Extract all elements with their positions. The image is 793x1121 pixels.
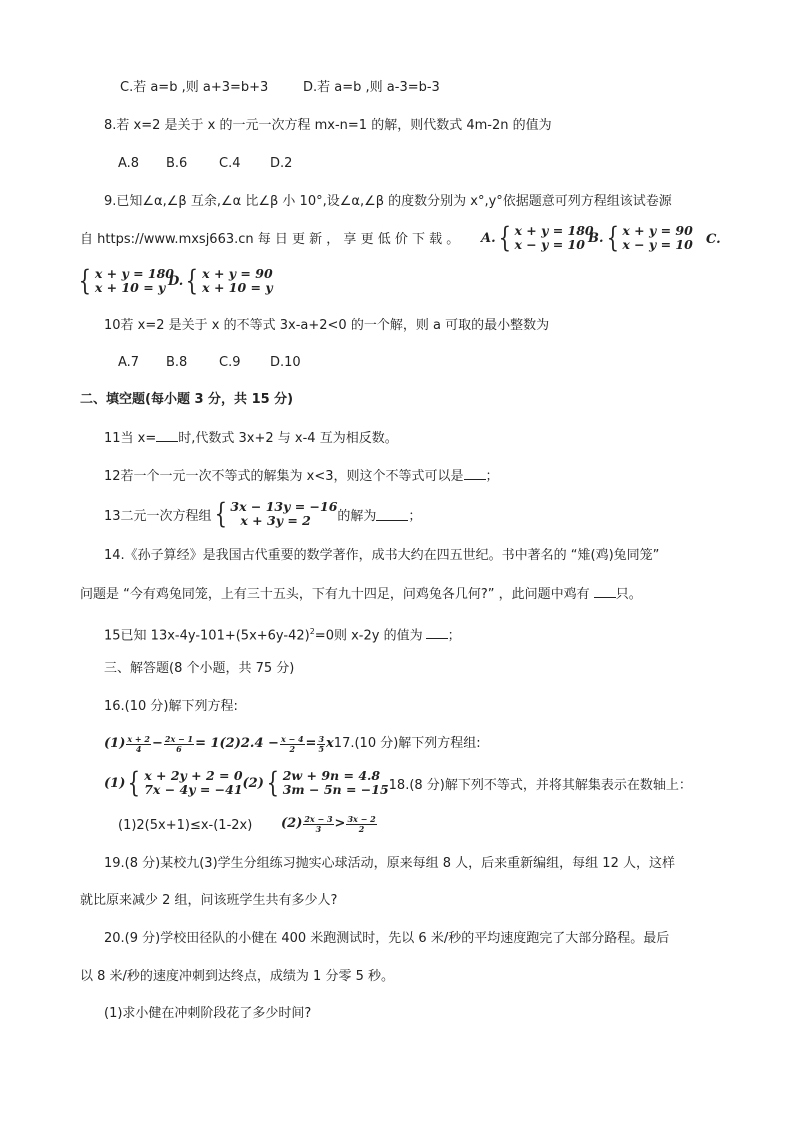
q16-eq2-pre: 2.4 − — [240, 736, 279, 751]
q20-line2: 以 8 米/秒的速度冲刺到达终点，成绩为 1 分零 5 秒。 — [80, 969, 394, 984]
q11-post: 时,代数式 3x+2 与 x-4 互为相反数。 — [178, 431, 398, 446]
q16-eq1-label: (1) — [104, 736, 126, 751]
q13-eq2: x + 3y = 2 — [240, 513, 311, 528]
q15 — [104, 623, 461, 645]
q16-eq2-x: x — [326, 736, 334, 751]
q8-option-d: D.2 — [270, 156, 293, 171]
q18-part2-gt: > — [334, 816, 346, 831]
q13 — [104, 497, 422, 530]
q9-stem-line1: 9.已知∠α,∠β 互余,∠α 比∠β 小 10°,设∠α,∠β 的度数分别为 x°,y°依据题意可列方程组该试卷源 — [104, 194, 672, 209]
q7-option-d: D.若 a=b ,则 a-3=b-3 — [303, 80, 440, 95]
q11-pre: 11当 x= — [104, 431, 157, 446]
q16-eq2-den: 2 — [289, 743, 296, 754]
q9-option-b — [588, 221, 693, 254]
q9-stem-line2: 自 https://www.mxsj663.cn 每 日 更 新 ， 享 更 低 价 下 载 。 — [80, 232, 460, 247]
q17-sys2-eq1: 2w + 9n = 4.8 — [282, 768, 381, 783]
q9-option-c-label: C. — [706, 232, 721, 247]
q10-option-a: A.7 — [118, 355, 140, 370]
q16-eq1-rhs: = 1 — [195, 736, 220, 751]
q13-mid: 的解为 — [337, 508, 377, 524]
q16-eq2-frac-den: 5 — [318, 743, 325, 754]
q10-stem: 10若 x=2 是关于 x 的不等式 3x-a+2<0 的一个解，则 a 可取的最小整数为 — [104, 318, 550, 333]
q16-eq1-num2: 2x − 1 — [164, 733, 194, 744]
q17-label-2: (2) — [242, 775, 264, 791]
q18-part2-num1: 2x − 3 — [304, 813, 333, 824]
left-brace-icon: { — [214, 497, 227, 530]
q17-stem: 17.(10 分)解下列方程组: — [333, 736, 481, 751]
q9-c-eq2: x + 10 = y — [94, 280, 166, 295]
q15-answer-blank — [426, 626, 448, 639]
q15-post: ； — [447, 628, 461, 644]
q9-option-b-label: B. — [588, 230, 604, 246]
q15-superscript: 2 — [309, 627, 315, 636]
q16-eq2-num: x − 4 — [280, 733, 304, 744]
left-brace-icon: { — [186, 264, 199, 297]
left-brace-icon: { — [606, 221, 619, 254]
q19-line1: 19.(8 分)某校九(3)学生分组练习抛实心球活动，原来每组 8 人，后来重新编组，每组 12 人，这样 — [104, 856, 675, 871]
q18-part2-den2: 2 — [358, 823, 365, 834]
q18-part2-den1: 3 — [315, 823, 322, 834]
q18-part2-num2: 3x − 2 — [347, 813, 376, 824]
q13-pre: 13二元一次方程组 — [104, 508, 212, 524]
left-brace-icon: { — [128, 766, 141, 799]
q8-option-a: A.8 — [118, 156, 140, 171]
q9-a-eq2: x − y = 10 — [514, 237, 585, 252]
q8-option-b: B.6 — [166, 156, 188, 171]
q9-d-eq2: x + 10 = y — [202, 280, 273, 295]
q12-answer-blank — [464, 467, 486, 480]
q17-sys2-eq2: 3m − 5n = −15 — [282, 782, 389, 797]
q18-part1: (1)2(5x+1)≤x-(1-2x) — [118, 818, 253, 833]
q15-pre: 15已知 13x-4y-101+(5x+6y-42) — [104, 628, 310, 644]
q17-sys1-eq1: x + 2y + 2 = 0 — [144, 768, 243, 783]
q9-option-a-label: A. — [481, 230, 496, 246]
q18-part2-label: (2) — [281, 816, 303, 831]
q11 — [104, 429, 398, 448]
q10-option-c: C.9 — [219, 355, 241, 370]
q9-option-d — [168, 264, 273, 297]
q16-equations — [104, 731, 481, 757]
q15-mid: =0则 x-2y 的值为 — [314, 628, 423, 644]
q12 — [104, 467, 499, 486]
q16-eq2-equals: = — [305, 736, 317, 751]
q16-eq1-num1: x + 2 — [127, 733, 150, 744]
q16-stem: 16.(10 分)解下列方程: — [104, 699, 238, 714]
q14-answer-blank — [594, 585, 616, 598]
q14-line2 — [80, 585, 642, 604]
q11-answer-blank — [156, 429, 178, 442]
q16-eq1-den2: 6 — [176, 743, 182, 754]
left-brace-icon: { — [498, 221, 511, 254]
q7-option-c: C.若 a=b ,则 a+3=b+3 — [120, 80, 269, 95]
q16-eq1-den1: 4 — [135, 743, 142, 754]
q19-line2: 就比原来减少 2 组，问该班学生共有多少人? — [80, 893, 338, 908]
q14-line2-post: 只。 — [615, 587, 642, 602]
q13-eq1: 3x − 13y = −16 — [230, 499, 338, 514]
left-brace-icon: { — [266, 766, 280, 799]
q10-option-d: D.10 — [270, 355, 301, 370]
q14-line1: 14.《孙子算经》是我国古代重要的数学著作，成书大约在四五世纪。书中著名的 “雉(鸡)兔同笼” — [104, 548, 660, 563]
q17-systems — [104, 766, 692, 799]
q9-d-eq1: x + y = 90 — [202, 266, 273, 281]
q9-option-a — [481, 221, 594, 254]
q13-post: ； — [408, 508, 422, 524]
q16-eq2-label: (2) — [219, 736, 241, 751]
q12-post: ； — [485, 469, 499, 484]
q18-part2 — [281, 811, 378, 837]
q16-eq1-minus: − — [151, 736, 163, 751]
section-2-title: 二、填空题(每小题 3 分，共 15 分) — [80, 392, 294, 407]
left-brace-icon: { — [78, 264, 92, 297]
q20-part1: (1)求小健在冲刺阶段花了多少时间? — [104, 1006, 312, 1021]
q9-a-eq1: x + y = 180 — [514, 223, 594, 238]
q9-b-eq1: x + y = 90 — [622, 223, 693, 238]
q9-c-eq1: x + y = 180 — [94, 266, 174, 281]
q9-option-c — [76, 264, 174, 297]
q17-sys1-eq2: 7x − 4y = −41 — [144, 782, 243, 797]
q13-answer-blank — [376, 508, 408, 521]
q17-label-1: (1) — [104, 775, 126, 791]
q8-option-c: C.4 — [219, 156, 241, 171]
q8-stem: 8.若 x=2 是关于 x 的一元一次方程 mx-n=1 的解，则代数式 4m-2n 的值为 — [104, 118, 552, 133]
q9-b-eq2: x − y = 10 — [622, 237, 693, 252]
q14-line2-pre: 问题是 “今有鸡兔同笼，上有三十五头，下有九十四足，问鸡兔各几何?” ，此问题中鸡有 — [80, 587, 594, 602]
q10-option-b: B.8 — [166, 355, 188, 370]
q18-stem: 18.(8 分)解下列不等式，并将其解集表示在数轴上： — [388, 777, 692, 793]
q12-pre: 12若一个一元一次不等式的解集为 x<3，则这个不等式可以是 — [104, 469, 464, 484]
q16-eq2-frac-num: 3 — [318, 733, 325, 744]
q9-option-d-label: D. — [168, 273, 184, 289]
q20-line1: 20.(9 分)学校田径队的小健在 400 米跑测试时，先以 6 米/秒的平均速度跑完了大部分路程。最后 — [104, 931, 670, 946]
section-3-title: 三、解答题(8 个小题，共 75 分) — [104, 661, 295, 676]
